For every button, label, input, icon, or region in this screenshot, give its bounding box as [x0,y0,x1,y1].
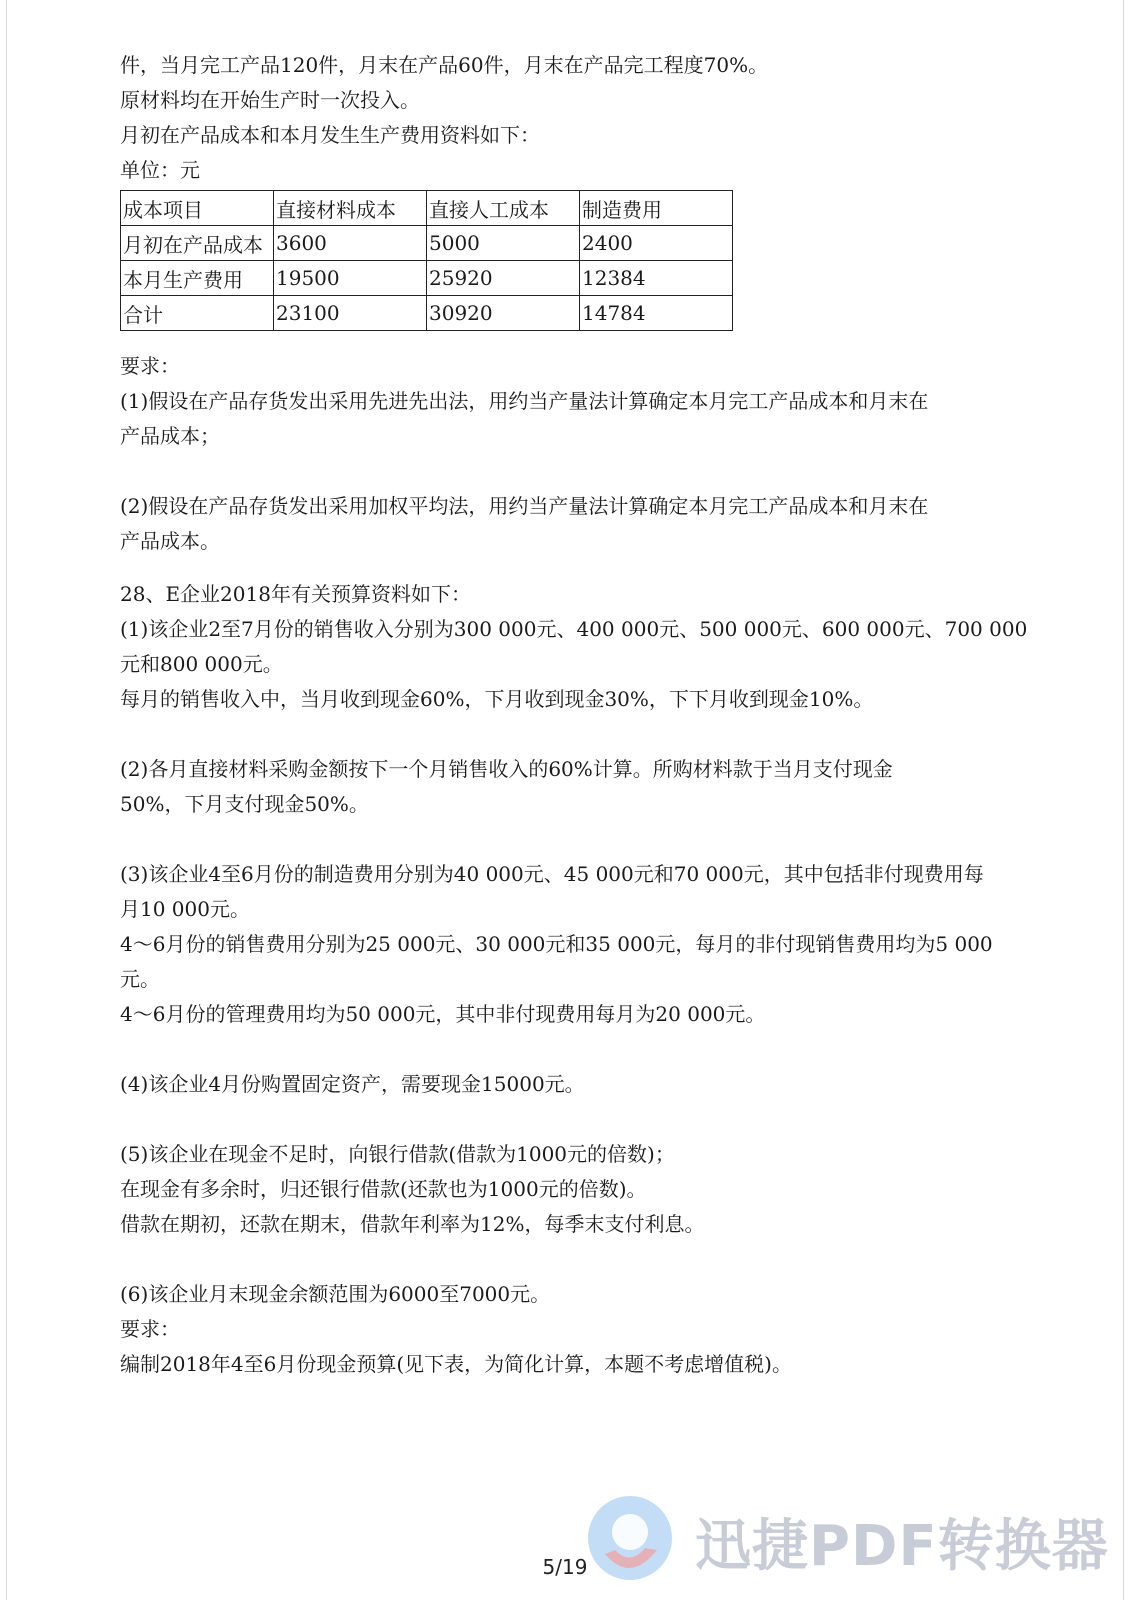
question-title: 28、E企业2018年有关预算资料如下： [120,582,471,606]
requirement-title: 要求： [120,354,180,378]
text-line: 在现金有多余时，归还银行借款(还款也为1000元的倍数)。 [120,1177,647,1201]
cost-table [120,190,733,331]
table-row [121,296,733,331]
text-line: (5)该企业在现金不足时，向银行借款(借款为1000元的倍数)； [120,1142,675,1166]
text-line: 借款在期初，还款在期末，借款年利率为12%，每季末支付利息。 [120,1212,705,1236]
text-line: 4～6月份的销售费用分别为25 000元、30 000元和35 000元，每月的非付现销售费用均为5 000 [120,932,993,956]
text-line: (3)该企业4至6月份的制造费用分别为40 000元、45 000元和70 000元，其中包括非付现费用每 [120,862,984,886]
text-line: 每月的销售收入中，当月收到现金60%，下月收到现金30%，下下月收到现金10%。 [120,687,874,711]
page-edge-right [1123,0,1124,1600]
text-line: (4)该企业4月份购置固定资产，需要现金15000元。 [120,1072,585,1096]
text-line: 编制2018年4至6月份现金预算(见下表，为简化计算，本题不考虑增值税)。 [120,1352,792,1376]
text-line: 产品成本。 [120,529,220,553]
table-header-cell: 成本项目 [121,191,274,226]
text-line: 件，当月完工产品120件，月末在产品60件，月末在产品完工程度70%。 [120,53,769,77]
table-cell: 23100 [274,296,427,331]
table-cell: 19500 [274,261,427,296]
table-cell: 3600 [274,226,427,261]
table-header-row [121,191,733,226]
text-line: 50%，下月支付现金50%。 [120,792,369,816]
table-header-cell: 直接人工成本 [427,191,580,226]
text-line: 月10 000元。 [120,897,250,921]
table-header-cell: 直接材料成本 [274,191,427,226]
document-page [120,48,1028,1382]
table-cell: 14784 [580,296,733,331]
table-cell: 12384 [580,261,733,296]
text-line: (1)该企业2至7月份的销售收入分别为300 000元、400 000元、500 000元、600 000元、700 000 [120,617,1028,641]
table-cell: 25920 [427,261,580,296]
requirement-title: 要求： [120,1317,180,1341]
table-cell: 合计 [121,296,274,331]
text-line: 元。 [120,967,160,991]
text-line: (6)该企业月末现金余额范围为6000至7000元。 [120,1282,551,1306]
text-line: 月初在产品成本和本月发生生产费用资料如下： [120,123,540,147]
table-cell: 5000 [427,226,580,261]
page-number: 5/19 [542,1555,588,1579]
table-cell: 月初在产品成本 [121,226,274,261]
text-line: 4～6月份的管理费用均为50 000元，其中非付现费用每月为20 000元。 [120,1002,766,1026]
text-line: 元和800 000元。 [120,652,283,676]
table-row [121,261,733,296]
text-line: 原材料均在开始生产时一次投入。 [120,88,420,112]
text-line: (2)各月直接材料采购金额按下一个月销售收入的60%计算。所购材料款于当月支付现金 [120,757,893,781]
text-line: (2)假设在产品存货发出采用加权平均法，用约当产量法计算确定本月完工产品成本和月末在 [120,494,929,518]
text-line: (1)假设在产品存货发出采用先进先出法，用约当产量法计算确定本月完工产品成本和月末在 [120,389,929,413]
table-cell: 2400 [580,226,733,261]
table-row [121,226,733,261]
table-cell: 本月生产费用 [121,261,274,296]
table-header-cell: 制造费用 [580,191,733,226]
table-cell: 30920 [427,296,580,331]
page-edge-left [6,0,7,1600]
text-line: 产品成本； [120,424,220,448]
unit-label: 单位：元 [120,158,200,182]
watermark-text: 迅捷PDF转换器 [695,1514,1109,1579]
